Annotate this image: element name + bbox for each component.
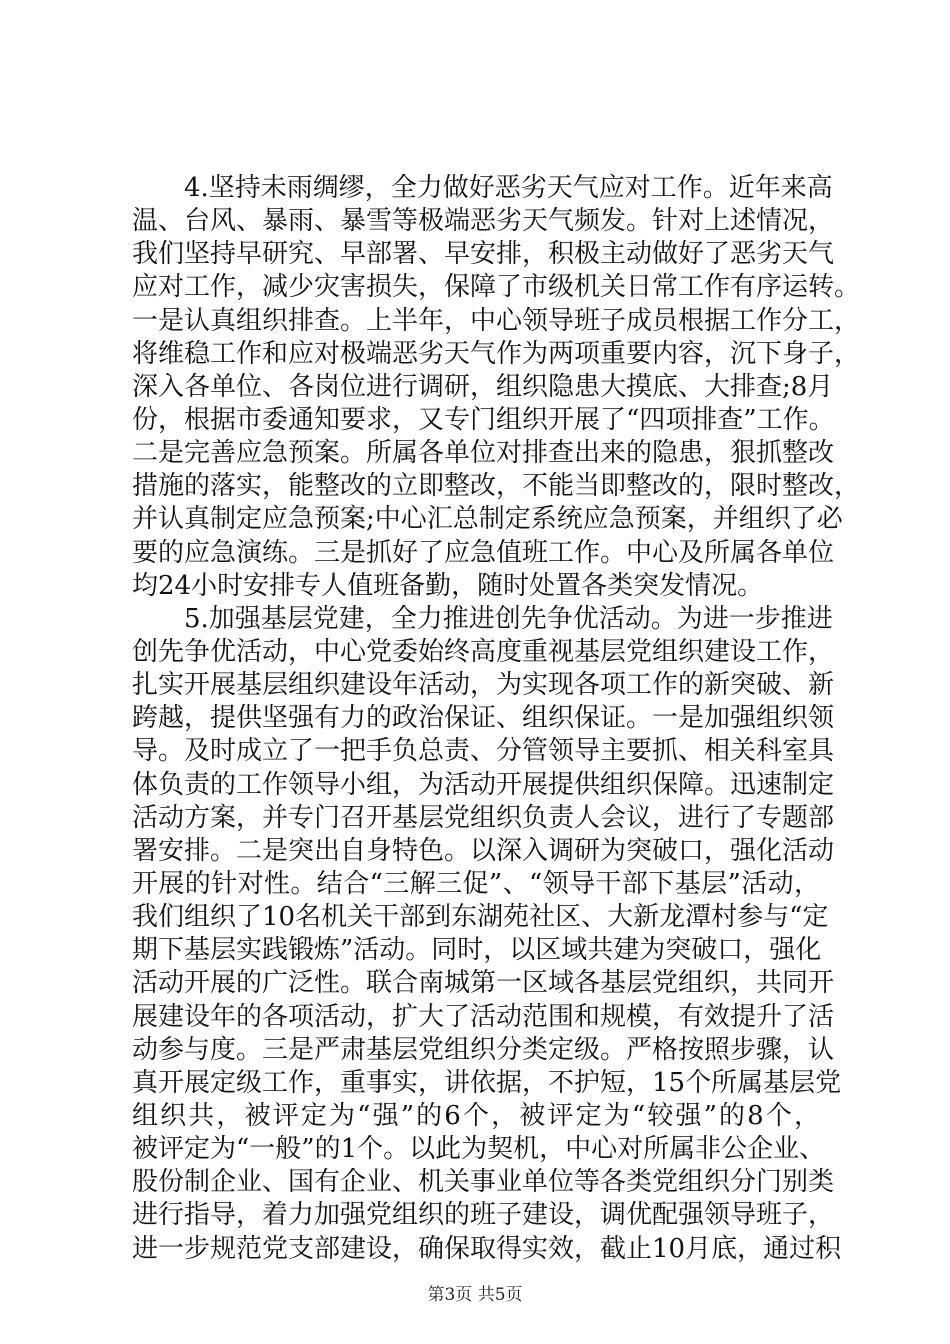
- text-line: 并认真制定应急预案;中心汇总制定系统应急预案，并组织了必: [132, 504, 843, 535]
- text-line: 股份制企业、国有企业、机关事业单位等各类党组织分门别类: [132, 1167, 835, 1198]
- text-line: 应对工作，减少灾害损失，保障了市级机关日常工作有序运转。: [132, 272, 861, 303]
- text-line: 均24小时安排专人值班备勤，随时处置各类突发情况。: [132, 570, 764, 601]
- text-line: 导。及时成立了一把手负总责、分管领导主要抓、相关科室具: [132, 736, 835, 767]
- text-line: 二是完善应急预案。所属各单位对排查出来的隐患，狠抓整改: [132, 438, 835, 469]
- text-line: 开展的针对性。结合“三解三促”、“领导干部下基层”活动，: [132, 868, 820, 899]
- body-text: [132, 172, 861, 1266]
- text-line: 创先争优活动，中心党委始终高度重视基层党组织建设工作，: [132, 636, 835, 667]
- text-line: 4.坚持未雨绸缪，全力做好恶劣天气应对工作。近年来高: [184, 173, 833, 203]
- paragraph: [132, 172, 861, 603]
- text-line: 进行指导，着力加强党组织的班子建设，调优配强领导班子，: [132, 1200, 835, 1231]
- text-line: 展建设年的各项活动，扩大了活动范围和规模，有效提升了活: [132, 1001, 835, 1032]
- text-line: 署安排。二是突出自身特色。以深入调研为突破口，强化活动: [132, 835, 835, 866]
- text-line: 一是认真组织排查。上半年，中心领导班子成员根据工作分工，: [132, 305, 861, 336]
- paragraph: [132, 603, 842, 1266]
- text-line: 我们坚持早研究、早部署、早安排，积极主动做好了恶劣天气: [132, 239, 835, 270]
- text-line: 将维稳工作和应对极端恶劣天气作为两项重要内容，沉下身子，: [132, 338, 861, 369]
- text-line: 活动方案，并专门召开基层党组织负责人会议，进行了专题部: [132, 802, 835, 833]
- text-line: 进一步规范党支部建设，确保取得实效，截止10月底，通过积: [132, 1233, 842, 1264]
- text-line: 跨越，提供坚强有力的政治保证、组织保证。一是加强组织领: [132, 703, 835, 734]
- page-footer: 第3页 共5页: [427, 1285, 523, 1305]
- text-line: 份，根据市委通知要求，又专门组织开展了“四项排查”工作。: [132, 404, 835, 435]
- text-line: 期下基层实践锻炼”活动。同时，以区域共建为突破口，强化: [132, 935, 822, 966]
- text-line: 体负责的工作领导小组，为活动开展提供组织保障。迅速制定: [132, 769, 835, 800]
- text-line: 深入各单位、各岗位进行调研，组织隐患大摸底、大排查;8月: [132, 371, 834, 402]
- text-line: 真开展定级工作，重事实，讲依据，不护短，15个所属基层党: [132, 1067, 842, 1098]
- text-line: 我们组织了10名机关干部到东湖苑社区、大新龙潭村参与“定: [132, 902, 829, 933]
- text-line: 动参与度。三是严肃基层党组织分类定级。严格按照步骤，认: [132, 1034, 835, 1065]
- text-line: 扎实开展基层组织建设年活动，为实现各项工作的新突破、新: [132, 670, 835, 701]
- text-line: 被评定为“一般”的1个。以此为契机，中心对所属非公企业、: [132, 1134, 826, 1165]
- text-line: 5.加强基层党建，全力推进创先争优活动。为进一步推进: [184, 603, 833, 634]
- text-line: 措施的落实，能整改的立即整改，不能当即整改的，限时整改，: [132, 471, 861, 502]
- text-line: 活动开展的广泛性。联合南城第一区域各基层党组织，共同开: [132, 968, 835, 999]
- text-line: 组织共，被评定为“强”的6个，被评定为“较强”的8个，: [132, 1100, 820, 1131]
- text-line: 温、台风、暴雨、暴雪等极端恶劣天气频发。针对上述情况，: [132, 206, 835, 237]
- text-line: 要的应急演练。三是抓好了应急值班工作。中心及所属各单位: [132, 537, 835, 568]
